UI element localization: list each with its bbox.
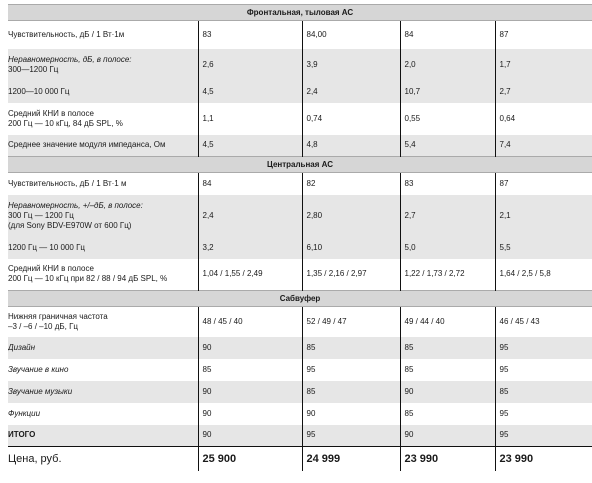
value-cell: 90	[302, 403, 400, 425]
row-label-line: Средний КНИ в полосе	[8, 108, 94, 118]
value-cell: 83	[198, 21, 302, 49]
price-value: 23 990	[495, 447, 592, 471]
value-cell: 85	[198, 359, 302, 381]
section-header	[8, 5, 592, 21]
spec-row	[8, 359, 592, 381]
section-header	[8, 291, 592, 307]
spec-row	[8, 81, 592, 103]
value-cell: 95	[495, 403, 592, 425]
spec-row	[8, 337, 592, 359]
value-cell: 2,6	[198, 49, 302, 81]
value-cell: 48 / 45 / 40	[198, 307, 302, 337]
row-label-line: 1200 Гц — 10 000 Гц	[8, 242, 85, 252]
value-cell: 5,4	[400, 135, 495, 157]
value-cell: 90	[198, 425, 302, 447]
value-cell: 85	[400, 359, 495, 381]
value-cell: 3,9	[302, 49, 400, 81]
value-cell: 90	[400, 381, 495, 403]
value-cell: 2,7	[400, 195, 495, 237]
row-label-line: Функции	[8, 408, 41, 418]
section-title: Фронтальная, тыловая АС	[8, 5, 592, 21]
spec-row	[8, 381, 592, 403]
spec-row	[8, 195, 592, 237]
row-label-line: Звучание музыки	[8, 386, 73, 396]
row-label	[8, 21, 198, 49]
row-label	[8, 81, 198, 103]
spec-row	[8, 425, 592, 447]
row-label	[8, 173, 198, 195]
value-cell: 87	[495, 21, 592, 49]
value-cell: 2,4	[198, 195, 302, 237]
row-label-line: –3 / –6 / –10 дБ, Гц	[8, 321, 78, 331]
row-label-line: 300 Гц — 1200 Гц	[8, 210, 74, 220]
value-cell: 85	[302, 381, 400, 403]
row-label-line: ИТОГО	[8, 430, 36, 440]
price-row	[8, 447, 592, 471]
value-cell: 0,64	[495, 103, 592, 135]
value-cell: 6,10	[302, 237, 400, 259]
value-cell: 85	[495, 381, 592, 403]
row-label-line: Неравномерность, +/–дБ, в полосе:	[8, 200, 143, 210]
value-cell: 1,1	[198, 103, 302, 135]
value-cell: 85	[400, 403, 495, 425]
row-label-line: 200 Гц — 10 кГц при 82 / 88 / 94 дБ SPL, %	[8, 274, 168, 284]
spec-comparison-table	[8, 4, 592, 471]
price-label: Цена, руб.	[8, 447, 198, 471]
row-label	[8, 135, 198, 157]
value-cell: 2,7	[495, 81, 592, 103]
spec-row	[8, 403, 592, 425]
row-label-line: 300—1200 Гц	[8, 64, 59, 74]
row-label	[8, 359, 198, 381]
value-cell: 1,22 / 1,73 / 2,72	[400, 259, 495, 291]
section-header	[8, 157, 592, 173]
value-cell: 90	[400, 425, 495, 447]
value-cell: 1,64 / 2,5 / 5,8	[495, 259, 592, 291]
value-cell: 2,4	[302, 81, 400, 103]
spec-row	[8, 21, 592, 49]
row-label	[8, 307, 198, 337]
spec-row	[8, 173, 592, 195]
row-label	[8, 103, 198, 135]
value-cell: 2,0	[400, 49, 495, 81]
row-label	[8, 49, 198, 81]
row-label-line: Нижняя граничная частота	[8, 311, 108, 321]
value-cell: 95	[495, 425, 592, 447]
spec-row	[8, 259, 592, 291]
value-cell: 1,04 / 1,55 / 2,49	[198, 259, 302, 291]
value-cell: 95	[302, 425, 400, 447]
value-cell: 0,74	[302, 103, 400, 135]
value-cell: 95	[495, 337, 592, 359]
value-cell: 90	[198, 337, 302, 359]
price-value: 23 990	[400, 447, 495, 471]
spec-row	[8, 49, 592, 81]
value-cell: 5,0	[400, 237, 495, 259]
value-cell: 2,80	[302, 195, 400, 237]
row-label	[8, 237, 198, 259]
value-cell: 85	[400, 337, 495, 359]
spec-row	[8, 103, 592, 135]
value-cell: 49 / 44 / 40	[400, 307, 495, 337]
price-value: 24 999	[302, 447, 400, 471]
spec-row	[8, 307, 592, 337]
row-label-line: Средний КНИ в полосе	[8, 264, 94, 274]
value-cell: 90	[198, 381, 302, 403]
value-cell: 85	[302, 337, 400, 359]
value-cell: 84	[198, 173, 302, 195]
row-label-line: Чувствительность, дБ / 1 Вт·1 м	[8, 178, 127, 188]
section-title: Центральная АС	[8, 157, 592, 173]
value-cell: 4,5	[198, 81, 302, 103]
row-label-line: 200 Гц — 10 кГц, 84 дБ SPL, %	[8, 118, 123, 128]
value-cell: 4,5	[198, 135, 302, 157]
row-label-line: Звучание в кино	[8, 364, 69, 374]
value-cell: 82	[302, 173, 400, 195]
value-cell: 1,7	[495, 49, 592, 81]
value-cell: 2,1	[495, 195, 592, 237]
row-label	[8, 425, 198, 447]
row-label	[8, 337, 198, 359]
row-label	[8, 403, 198, 425]
value-cell: 84,00	[302, 21, 400, 49]
spec-row	[8, 135, 592, 157]
value-cell: 1,35 / 2,16 / 2,97	[302, 259, 400, 291]
row-label	[8, 195, 198, 237]
value-cell: 10,7	[400, 81, 495, 103]
row-label	[8, 259, 198, 291]
row-label-line: Среднее значение модуля импеданса, Ом	[8, 140, 166, 150]
row-label	[8, 381, 198, 403]
value-cell: 46 / 45 / 43	[495, 307, 592, 337]
row-label-line: 1200—10 000 Гц	[8, 86, 70, 96]
value-cell: 87	[495, 173, 592, 195]
value-cell: 95	[302, 359, 400, 381]
value-cell: 4,8	[302, 135, 400, 157]
row-label-line: Неравномерность, дБ, в полосе:	[8, 54, 132, 64]
value-cell: 52 / 49 / 47	[302, 307, 400, 337]
row-label-line: Дизайн	[8, 342, 36, 352]
value-cell: 84	[400, 21, 495, 49]
value-cell: 5,5	[495, 237, 592, 259]
section-title: Сабвуфер	[8, 291, 592, 307]
value-cell: 0,55	[400, 103, 495, 135]
spec-row	[8, 237, 592, 259]
value-cell: 7,4	[495, 135, 592, 157]
value-cell: 90	[198, 403, 302, 425]
row-label-line: (для Sony BDV-E970W от 600 Гц)	[8, 220, 132, 230]
value-cell: 3,2	[198, 237, 302, 259]
price-value: 25 900	[198, 447, 302, 471]
value-cell: 83	[400, 173, 495, 195]
spec-table-body	[8, 5, 592, 471]
value-cell: 95	[495, 359, 592, 381]
row-label-line: Чувствительность, дБ / 1 Вт·1м	[8, 29, 125, 39]
